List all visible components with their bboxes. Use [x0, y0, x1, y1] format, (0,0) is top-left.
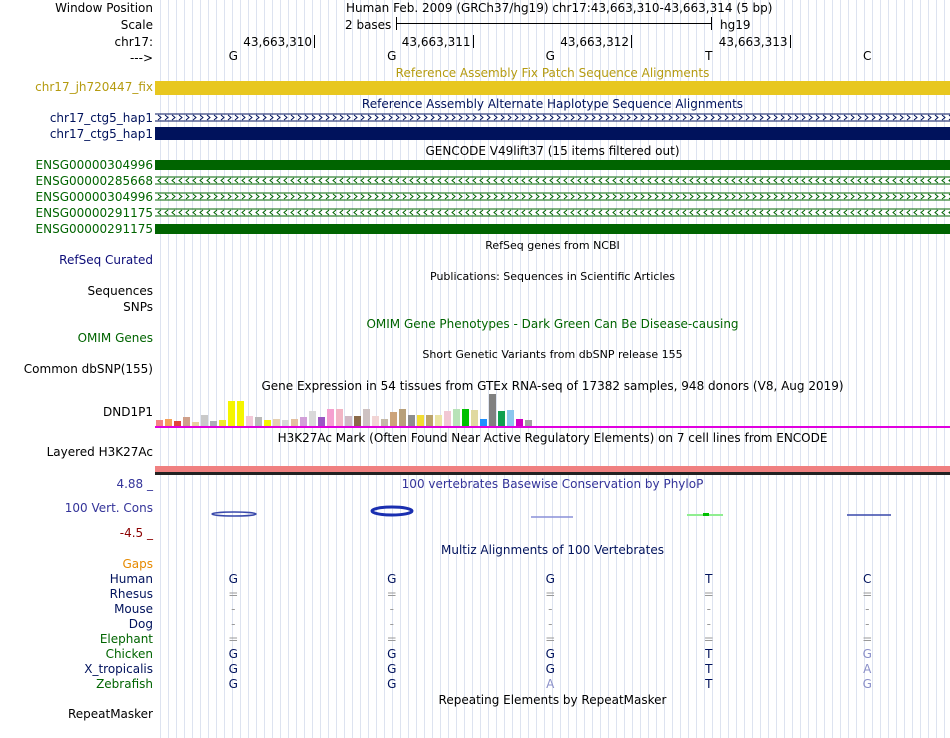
reference-base: G	[545, 49, 555, 63]
gtex-baseline	[155, 426, 950, 428]
gtex-tissue-bar[interactable]	[480, 419, 487, 426]
ruler-position: 43,663,313	[718, 35, 788, 49]
alignment-base: -	[865, 602, 870, 616]
gtex-tissue-bar[interactable]	[390, 412, 397, 426]
gencode-intron-4[interactable]	[155, 208, 950, 217]
alignment-base: G	[387, 572, 397, 586]
h3k27ac-track-title[interactable]: H3K27Ac Mark (Often Found Near Active Regulatory Elements) on 7 cell lines from ENCODE	[277, 431, 828, 445]
alt-haplotype-track-title[interactable]: Reference Assembly Alternate Haplotype Sequence Alignments	[361, 97, 744, 111]
reference-base: G	[228, 49, 238, 63]
gtex-tissue-bar[interactable]	[426, 415, 433, 426]
gtex-label[interactable]: DND1P1	[103, 405, 153, 419]
strand-arrow-label: --->	[129, 51, 153, 65]
gencode-label-3[interactable]: ENSG00000304996	[35, 190, 153, 204]
gtex-tissue-bar[interactable]	[507, 410, 514, 426]
alignment-base: =	[703, 587, 714, 601]
species-label[interactable]: X_tropicalis	[84, 662, 153, 676]
gtex-tissue-bar[interactable]	[327, 409, 334, 426]
alignment-base: =	[545, 632, 556, 646]
gtex-tissue-bar[interactable]	[381, 419, 388, 426]
omim-label[interactable]: OMIM Genes	[77, 331, 153, 345]
alignment-base: -	[548, 602, 553, 616]
reference-base: G	[387, 49, 397, 63]
gtex-tissue-bar[interactable]	[498, 411, 505, 426]
gencode-intron-2[interactable]	[155, 176, 950, 185]
scale-bar	[396, 23, 712, 24]
alignment-base: G	[228, 572, 238, 586]
alignment-base: =	[862, 632, 873, 646]
phylop-label[interactable]: 100 Vert. Cons	[64, 501, 153, 515]
alignment-base: =	[386, 587, 397, 601]
scale-db: hg19	[720, 18, 751, 32]
alignment-base: T	[705, 572, 713, 586]
alignment-base: =	[228, 587, 239, 601]
alignment-base: G	[545, 572, 555, 586]
omim-track-title[interactable]: OMIM Gene Phenotypes - Dark Green Can Be Disease-causing	[366, 317, 739, 331]
alignment-base: G	[545, 647, 555, 661]
gtex-tissue-bar[interactable]	[345, 416, 352, 426]
gtex-tissue-bar[interactable]	[183, 417, 190, 426]
alignment-base: G	[387, 677, 397, 691]
repeatmasker-label[interactable]: RepeatMasker	[67, 707, 153, 721]
species-label[interactable]: Dog	[128, 617, 153, 631]
h3k27ac-baseline	[155, 472, 950, 475]
phylop-logo[interactable]	[155, 500, 950, 525]
gtex-tissue-bar[interactable]	[399, 409, 406, 426]
fix-patch-track-title[interactable]: Reference Assembly Fix Patch Sequence Alignments	[395, 66, 710, 80]
alignment-base: G	[387, 662, 397, 676]
gtex-tissue-bar[interactable]	[363, 409, 370, 426]
phylop-track-title[interactable]: 100 vertebrates Basewise Conservation by PhyloP	[401, 477, 704, 491]
alt-haplotype-label-1[interactable]: chr17_ctg5_hap1	[49, 111, 153, 125]
alignment-base: G	[228, 662, 238, 676]
alignment-base: A	[863, 662, 872, 676]
alignment-base: G	[545, 662, 555, 676]
repeatmasker-track-title[interactable]: Repeating Elements by RepeatMasker	[438, 693, 667, 707]
alignment-base: T	[705, 647, 713, 661]
gtex-tissue-bar[interactable]	[444, 411, 451, 426]
scale-bar-left-tick	[396, 17, 397, 30]
gencode-label-4[interactable]: ENSG00000291175	[35, 206, 153, 220]
species-label[interactable]: Elephant	[99, 632, 153, 646]
alignment-base: G	[228, 677, 238, 691]
alt-haplotype-bar-2[interactable]	[155, 127, 950, 140]
alignment-base: T	[705, 677, 713, 691]
gtex-tissue-bar[interactable]	[372, 416, 379, 426]
gencode-exon-1[interactable]	[155, 160, 950, 170]
gencode-label-1[interactable]: ENSG00000304996	[35, 158, 153, 172]
species-label[interactable]: Human	[109, 572, 153, 586]
phylop-logo-g-2	[372, 507, 412, 515]
gaps-label[interactable]: Gaps	[122, 557, 153, 571]
species-label[interactable]: Chicken	[105, 647, 153, 661]
phylop-min-label: -4.5 _	[119, 526, 153, 540]
alignment-base: -	[706, 602, 711, 616]
gtex-tissue-bar[interactable]	[417, 415, 424, 426]
alt-haplotype-intron-1[interactable]	[155, 113, 950, 122]
gtex-tissue-bar[interactable]	[471, 410, 478, 426]
snps-label[interactable]: SNPs	[123, 300, 153, 314]
gtex-tissue-bar[interactable]	[489, 394, 496, 426]
alignment-base: A	[546, 677, 555, 691]
gtex-tissue-bar[interactable]	[408, 415, 415, 426]
scale-text: 2 bases	[345, 18, 392, 32]
gtex-tissue-bar[interactable]	[246, 416, 253, 426]
window-position-label: Window Position	[55, 1, 153, 15]
species-label[interactable]: Rhesus	[109, 587, 153, 601]
alignment-base: -	[548, 617, 553, 631]
alignment-base: G	[228, 647, 238, 661]
h3k27ac-label[interactable]: Layered H3K27Ac	[46, 445, 153, 459]
multiz-track-title[interactable]: Multiz Alignments of 100 Vertebrates	[440, 543, 665, 557]
species-label[interactable]: Zebrafish	[96, 677, 153, 691]
alignment-base: -	[706, 617, 711, 631]
gtex-track-title[interactable]: Gene Expression in 54 tissues from GTEx RNA-seq of 17382 samples, 948 donors (V8, Aug 2019)	[261, 379, 844, 393]
alignment-base: =	[862, 587, 873, 601]
gencode-label-2[interactable]: ENSG00000285668	[35, 174, 153, 188]
gtex-tissue-bar[interactable]	[228, 401, 235, 426]
alignment-base: -	[389, 617, 394, 631]
gtex-tissue-bar[interactable]	[462, 409, 469, 426]
publications-track-title[interactable]: Publications: Sequences in Scientific Articles	[430, 270, 675, 283]
alignment-base: -	[231, 617, 236, 631]
gtex-tissue-bar[interactable]	[516, 419, 523, 426]
alignment-base: -	[865, 617, 870, 631]
gencode-intron-3[interactable]	[155, 192, 950, 201]
gtex-tissue-bar[interactable]	[165, 419, 172, 426]
gencode-label-5[interactable]: ENSG00000291175	[35, 222, 153, 236]
dbsnp-track-title[interactable]: Short Genetic Variants from dbSNP release 155	[422, 348, 683, 361]
alignment-base: =	[545, 587, 556, 601]
ruler-position: 43,663,311	[401, 35, 471, 49]
phylop-logo-g-1	[212, 512, 256, 516]
gtex-tissue-bar[interactable]	[435, 415, 442, 426]
ruler-position: 43,663,310	[243, 35, 312, 49]
refseq-label[interactable]: RefSeq Curated	[59, 253, 153, 267]
phylop-max-label: 4.88 _	[116, 477, 153, 491]
alignment-base: G	[862, 677, 872, 691]
gencode-exon-5[interactable]	[155, 224, 950, 234]
species-label[interactable]: Mouse	[114, 602, 153, 616]
dbsnp-label[interactable]: Common dbSNP(155)	[23, 362, 153, 376]
gtex-bars[interactable]	[155, 393, 950, 428]
gtex-tissue-bar[interactable]	[318, 417, 325, 426]
ruler-position: 43,663,312	[560, 35, 629, 49]
alignment-base: -	[389, 602, 394, 616]
alignment-base: T	[705, 662, 713, 676]
fix-patch-bar[interactable]	[155, 81, 950, 95]
refseq-track-title[interactable]: RefSeq genes from NCBI	[485, 239, 620, 252]
gtex-tissue-bar[interactable]	[201, 415, 208, 426]
alignment-base: =	[228, 632, 239, 646]
reference-base: C	[863, 49, 872, 63]
alignment-base: C	[863, 572, 872, 586]
publications-label[interactable]: Sequences	[87, 284, 153, 298]
gtex-tissue-bar[interactable]	[453, 409, 460, 426]
scale-label: Scale	[120, 18, 153, 32]
gtex-tissue-bar[interactable]	[300, 417, 307, 426]
reference-base: T	[705, 49, 713, 63]
gtex-tissue-bar[interactable]	[255, 417, 262, 426]
alignment-base: -	[231, 602, 236, 616]
gtex-tissue-bar[interactable]	[291, 419, 298, 426]
gtex-tissue-bar[interactable]	[336, 409, 343, 426]
gtex-tissue-bar[interactable]	[309, 411, 316, 426]
fix-patch-label[interactable]: chr17_jh720447_fix	[35, 80, 153, 94]
gtex-tissue-bar[interactable]	[354, 416, 361, 426]
phylop-logo-t-4-mark	[703, 513, 709, 516]
gencode-track-title[interactable]: GENCODE V49lift37 (15 items filtered out)	[425, 144, 680, 158]
scale-bar-right-tick	[711, 17, 712, 30]
gtex-tissue-bar[interactable]	[237, 401, 244, 426]
alignment-base: G	[387, 647, 397, 661]
assembly-title: Human Feb. 2009 (GRCh37/hg19) chr17:43,663,310-43,663,314 (5 bp)	[346, 1, 773, 15]
gtex-tissue-bar[interactable]	[273, 419, 280, 426]
alt-haplotype-label-2[interactable]: chr17_ctg5_hap1	[49, 127, 153, 141]
chrom-label: chr17:	[114, 35, 153, 49]
alignment-base: =	[703, 632, 714, 646]
ruler-tick	[790, 35, 791, 48]
alignment-base: G	[862, 647, 872, 661]
alignment-base: =	[386, 632, 397, 646]
